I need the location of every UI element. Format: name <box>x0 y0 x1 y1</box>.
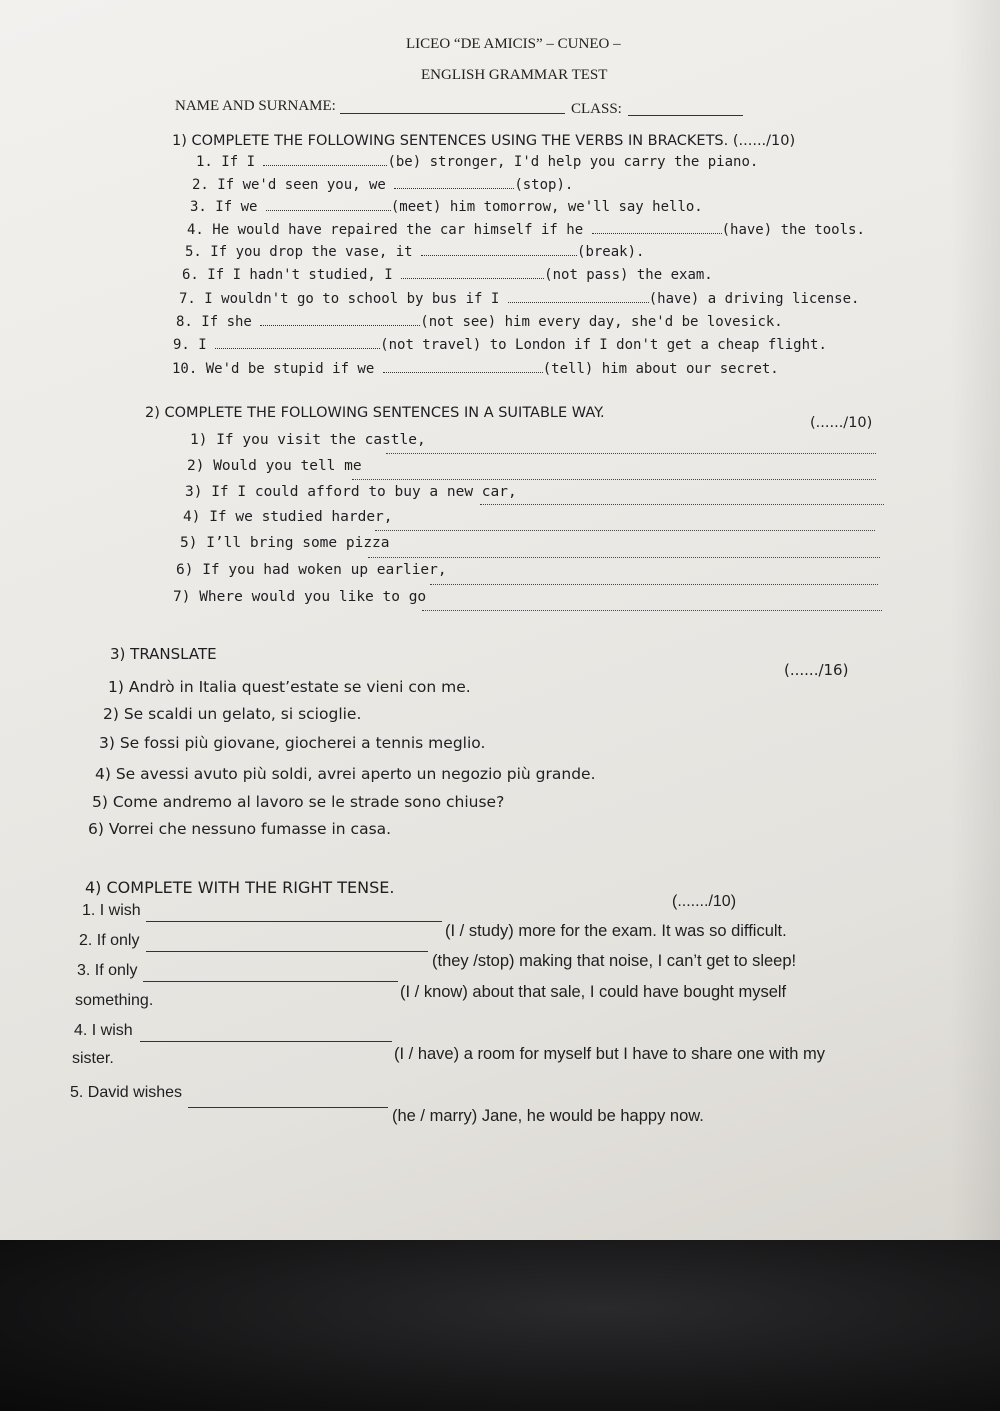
translate-item: 5) Come andremo al lavoro se le strade sono chiuse? <box>92 793 505 811</box>
section4-item-continuation: something. <box>75 992 154 1009</box>
answer-line[interactable] <box>422 609 882 611</box>
item-suffix: (meet) him tomorrow, we'll say hello. <box>390 199 703 215</box>
answer-line[interactable] <box>140 1040 392 1042</box>
section4-item-suffix: (I / know) about that sale, I could have bought myself <box>400 983 787 1001</box>
section4-item-suffix: (I / have) a room for myself but I have to share one with my <box>394 1045 826 1063</box>
answer-blank[interactable] <box>266 198 391 211</box>
item-suffix: (not travel) to London if I don't get a cheap flight. <box>380 337 827 353</box>
section4-item-suffix: (they /stop) making that noise, I can’t get to sleep! <box>432 952 797 970</box>
answer-blank[interactable] <box>421 243 577 256</box>
section1-item <box>185 243 644 260</box>
answer-blank[interactable] <box>592 221 722 234</box>
answer-blank[interactable] <box>263 153 387 166</box>
section1-item <box>173 336 827 353</box>
section4-title: 4) COMPLETE WITH THE RIGHT TENSE. <box>85 878 395 897</box>
school-name: LICEO “DE AMICIS” – CUNEO – <box>406 36 621 52</box>
section2-item: 2) Would you tell me <box>187 458 362 474</box>
dark-fabric <box>0 1240 1000 1411</box>
section3-title: 3) TRANSLATE <box>110 645 217 663</box>
answer-line[interactable] <box>368 556 880 558</box>
section2-title: 2) COMPLETE THE FOLLOWING SENTENCES IN A SUITABLE WAY. <box>145 405 605 421</box>
section1-item <box>176 313 783 330</box>
class-label: CLASS: <box>571 101 622 117</box>
item-suffix: (have) a driving license. <box>648 291 860 307</box>
name-label: NAME AND SURNAME: <box>175 98 336 114</box>
section2-item: 1) If you visit the castle, <box>190 432 426 448</box>
section4-item-prefix: 5. David wishes <box>70 1084 183 1101</box>
section3-score: (....../16) <box>784 661 849 679</box>
section2-item: 4) If we studied harder, <box>183 509 393 525</box>
section4-item-prefix: 3. If only <box>77 962 138 979</box>
paper-shadow <box>950 0 1000 1250</box>
section2-score: (....../10) <box>810 415 873 431</box>
answer-blank[interactable] <box>394 176 514 189</box>
class-field[interactable] <box>628 114 743 116</box>
item-prefix: 3. If we <box>190 199 258 215</box>
answer-blank[interactable] <box>260 313 420 326</box>
section1-item <box>196 153 758 170</box>
section1-item <box>179 290 859 307</box>
item-suffix: (have) the tools. <box>721 222 865 238</box>
section4-item-prefix: 4. I wish <box>74 1022 133 1039</box>
translate-item: 3) Se fossi più giovane, giocherei a tennis meglio. <box>99 734 486 752</box>
answer-line[interactable] <box>480 503 884 505</box>
name-field[interactable] <box>340 112 565 114</box>
answer-line[interactable] <box>375 529 875 531</box>
section1-item <box>192 176 573 193</box>
section4-item-prefix: 1. I wish <box>82 902 141 919</box>
item-prefix: 6. If I hadn't studied, I <box>182 267 393 283</box>
item-prefix: 9. I <box>173 337 207 353</box>
item-prefix: 4. He would have repaired the car himself if he <box>187 222 584 238</box>
item-prefix: 2. If we'd seen you, we <box>192 177 386 193</box>
answer-blank[interactable] <box>215 336 380 349</box>
item-prefix: 10. We'd be stupid if we <box>172 361 375 377</box>
item-suffix: (tell) him about our secret. <box>542 361 779 377</box>
item-suffix: (stop). <box>514 177 574 193</box>
test-title: ENGLISH GRAMMAR TEST <box>421 67 608 83</box>
section4-item-suffix: (he / marry) Jane, he would be happy now. <box>392 1107 704 1125</box>
section1-item <box>172 360 779 377</box>
answer-blank[interactable] <box>401 266 544 279</box>
section4-item-prefix: 2. If only <box>79 932 140 949</box>
section4-item-continuation: sister. <box>72 1050 114 1067</box>
item-suffix: (be) stronger, I'd help you carry the piano. <box>387 154 759 170</box>
item-prefix: 1. If I <box>196 154 256 170</box>
answer-line[interactable] <box>352 478 876 480</box>
section2-item: 5) I’ll bring some pizza <box>180 535 390 551</box>
answer-blank[interactable] <box>383 360 543 373</box>
translate-item: 1) Andrò in Italia quest’estate se vieni con me. <box>108 678 471 696</box>
item-suffix: (not pass) the exam. <box>544 267 713 283</box>
item-prefix: 5. If you drop the vase, it <box>185 244 413 260</box>
section1-title: 1) COMPLETE THE FOLLOWING SENTENCES USING THE VERBS IN BRACKETS. (....../10) <box>172 133 796 149</box>
answer-line[interactable] <box>188 1106 388 1108</box>
answer-line[interactable] <box>386 452 876 454</box>
answer-line[interactable] <box>146 950 428 952</box>
item-suffix: (break). <box>577 244 645 260</box>
item-prefix: 7. I wouldn't go to school by bus if I <box>179 291 500 307</box>
translate-item: 4) Se avessi avuto più soldi, avrei aperto un negozio più grande. <box>95 765 596 783</box>
answer-line[interactable] <box>430 583 878 585</box>
answer-line[interactable] <box>146 920 442 922</box>
item-suffix: (not see) him every day, she'd be lovesick. <box>420 314 783 330</box>
item-prefix: 8. If she <box>176 314 252 330</box>
section1-item <box>190 198 703 215</box>
answer-line[interactable] <box>143 980 398 982</box>
section2-item: 6) If you had woken up earlier, <box>176 562 447 578</box>
section4-score: (......./10) <box>672 893 737 910</box>
section2-item: 7) Where would you like to go <box>173 589 427 605</box>
section2-item: 3) If I could afford to buy a new car, <box>185 484 517 500</box>
translate-item: 2) Se scaldi un gelato, si scioglie. <box>103 705 362 723</box>
translate-item: 6) Vorrei che nessuno fumasse in casa. <box>88 820 392 838</box>
section1-item <box>182 266 713 283</box>
section1-item <box>187 221 865 238</box>
section4-item-suffix: (I / study) more for the exam. It was so difficult. <box>445 922 787 940</box>
answer-blank[interactable] <box>508 290 649 303</box>
